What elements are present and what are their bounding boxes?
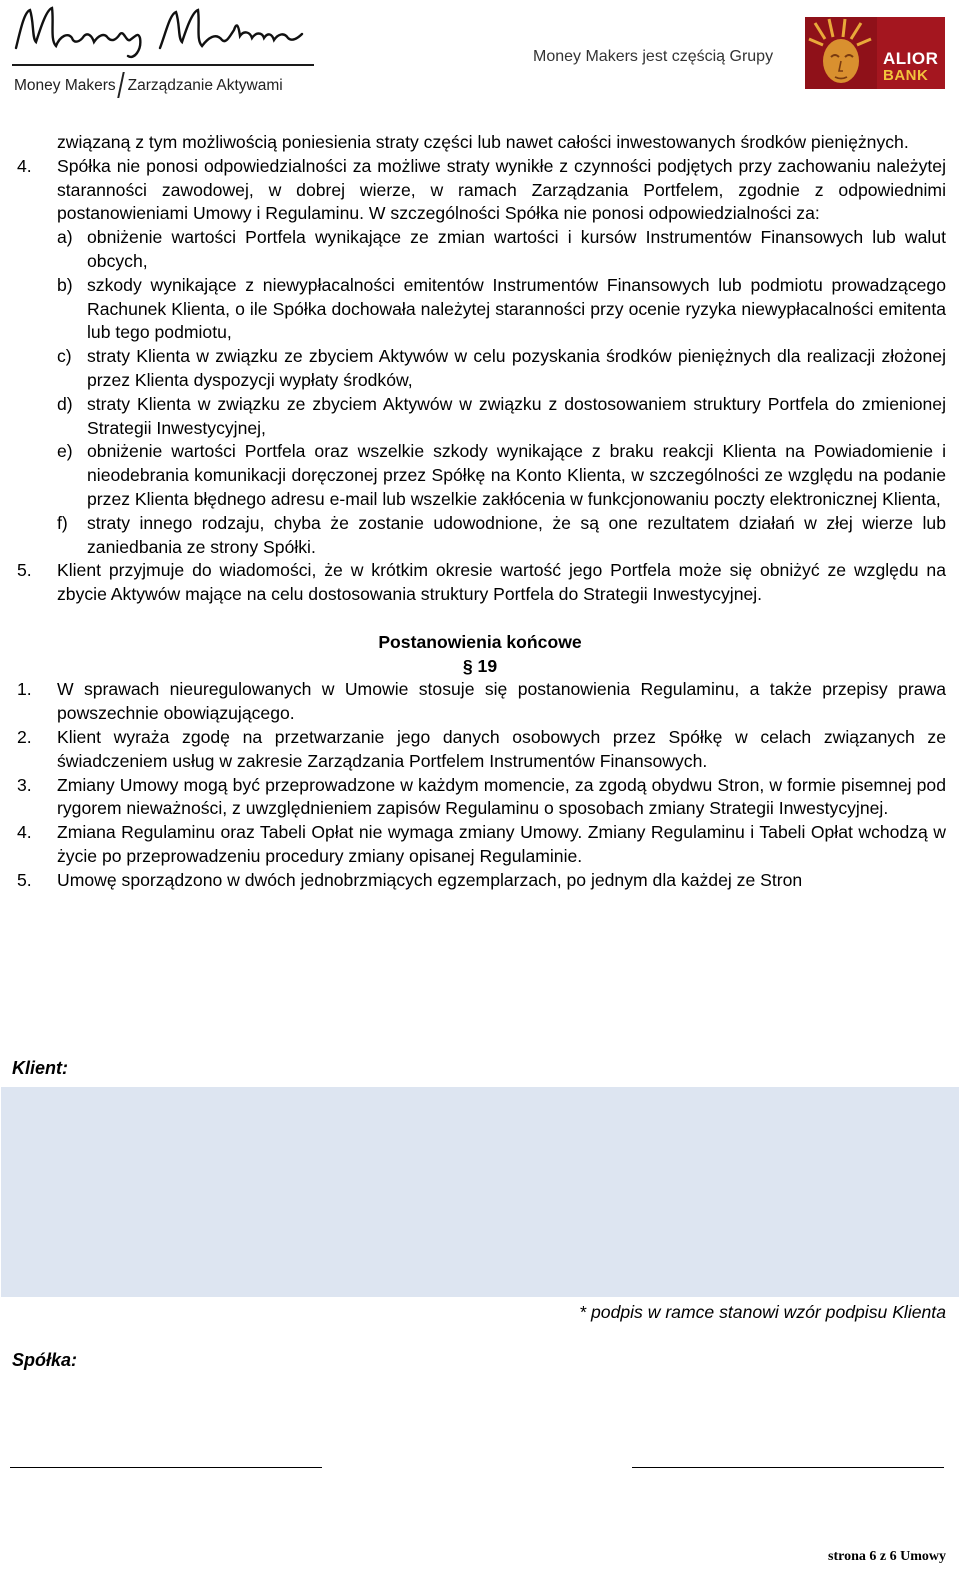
sub-item [0,512,960,560]
signature-line-left [10,1467,322,1468]
sub-item-text: straty Klienta w związku ze zbyciem Aktywów w celu pozyskania środków pieniężnych dla realizacji złożonej przez Klienta dyspozycji wypłaty środków, [87,346,946,390]
final-clause [0,678,960,726]
sub-item [0,274,960,345]
final-clause [0,774,960,822]
clause-5 [0,559,960,607]
document-body [0,131,960,893]
clause-text: Zmiana Regulaminu oraz Tabeli Opłat nie wymaga zmiany Umowy. Zmiany Regulaminu i Tabeli Opłat wchodzą w życie po przeprowadzeniu procedury zmiany opisanej Regulaminie. [57,822,946,866]
company-signature-label: Spółka: [12,1350,78,1370]
page-footer: strona 6 z 6 Umowy [828,1549,946,1564]
sub-item-letter: d) [57,393,73,414]
group-membership-text: Money Makers jest częścią Grupy [533,48,774,65]
sub-item-text: straty innego rodzaju, chyba że zostanie udowodnione, że są one rezultatem działań w złej wierze lub zaniedbania ze strony Spółki. [87,512,946,557]
signature-line-right [632,1467,944,1468]
sub-item-text: straty Klienta w związku ze zbyciem Aktywów w związku z dostosowaniem struktury Portfela do zmienionej Strategii Inwestycyjnej, [87,393,946,438]
sub-item [0,440,960,511]
clause-number: 4. [17,155,32,176]
alior-bank-logo [805,17,945,89]
sub-item [0,226,960,274]
client-signature-box[interactable] [1,1087,959,1297]
clause-text: Klient przyjmuje do wiadomości, że w krótkim okresie wartość jego Portfela może się obniżyć ze względu na zbycie Aktywów mające na celu dostosowania struktury Portfela do Strategii Inwestycyjnej. [57,560,946,605]
intro-paragraph: związaną z tym możliwością poniesienia straty części lub nawet całości inwestowanych środków pieniężnych. [57,132,909,152]
final-clause [0,726,960,774]
logo-company-name: Money Makers [14,77,116,94]
logo-tagline [14,72,283,98]
logo-underline [12,64,314,66]
client-signature-label: Klient: [12,1058,68,1078]
alior-head-icon [805,17,877,89]
sub-item [0,393,960,441]
spacer [0,607,960,631]
clause-text: Umowę sporządzono w dwóch jednobrzmiących egzemplarzach, po jednym dla każdej ze Stron [57,869,803,890]
clause-number: 3. [17,774,32,795]
sub-item-letter: e) [57,441,73,462]
bank-name-line1: ALIOR [883,49,939,68]
sub-item-letter: b) [57,274,73,295]
clause-number: 5. [17,869,32,890]
sub-item-letter: c) [57,346,72,367]
page-header [0,0,960,100]
clause-text: W sprawach nieuregulowanych w Umowie stosuje się postanowienia Regulaminu, a także przepisy prawa powszechnie obowiązującego. [57,679,946,724]
sub-item-text: obniżenie wartości Portfela oraz wszelkie szkody wynikające z braku reakcji Klienta na Powiadomienie i nieodebrania komunikacji doręczonej przez Spółkę na Konto Klienta, w szczególności ze względu na podanie przez Klienta błędnego adresu e-mail lub wszelkie zakłócenia w funkcjonowaniu poczty elektronicznej Klienta, [87,441,946,509]
clause-4 [0,155,960,226]
final-clause [0,869,960,893]
clause-text: Spółka nie ponosi odpowiedzialności za możliwe straty wynikłe z czynności podjętych przy zachowaniu należytej staranności zawodowej, w dobrej wierze, w ramach Zarządzania Portfelem, zgodnie z odpowiednimi postanowieniami Umowy i Regulaminu. W szczególności Spółka nie ponosi odpowiedzialności za: [57,155,946,224]
clause-number: 4. [17,822,32,843]
sub-item-text: szkody wynikające z niewypłacalności emitentów Instrumentów Finansowych lub podmiotu prowadzącego Rachunek Klienta, o ile Spółka dochowała należytej staranności przy ocenie ryzyka niewypłacalności emitenta lub tego podmiotu, [87,274,946,343]
clause-number: 2. [17,726,32,747]
logo-separator [117,72,125,98]
section-title: Postanowienia końcowe [378,631,582,652]
clause-number: 5. [17,560,32,581]
clause-number: 1. [17,679,32,700]
money-makers-signature-logo [10,2,310,64]
clause-text: Zmiany Umowy mogą być przeprowadzone w każdym momencie, za zgodą obydwu Stron, w formie pisemnej pod rygorem nieważności, z uwzględnieniem zapisów Regulaminu o sposobach zmiany Strategii Inwestycyjnej. [57,774,946,819]
logo-company-division: Zarządzanie Aktywami [127,77,283,94]
sub-item-text: obniżenie wartości Portfela wynikające ze zmian wartości i kursów Instrumentów Finansowych lub walut obcych, [87,227,946,271]
section-number: § 19 [462,655,498,676]
bank-name-line2: BANK [883,67,929,84]
final-clause [0,821,960,869]
sub-item-letter: a) [57,227,73,248]
clause-text: Klient wyraża zgodę na przetwarzanie jego danych osobowych przez Spółkę w celach związanych ze świadczeniem usług w zakresie Zarządzania Portfelem Instrumentów Finansowych. [57,726,946,771]
signature-note: * podpis w ramce stanowi wzór podpisu Klienta [579,1302,946,1322]
sub-item-letter: f) [57,512,68,533]
sub-item [0,345,960,393]
